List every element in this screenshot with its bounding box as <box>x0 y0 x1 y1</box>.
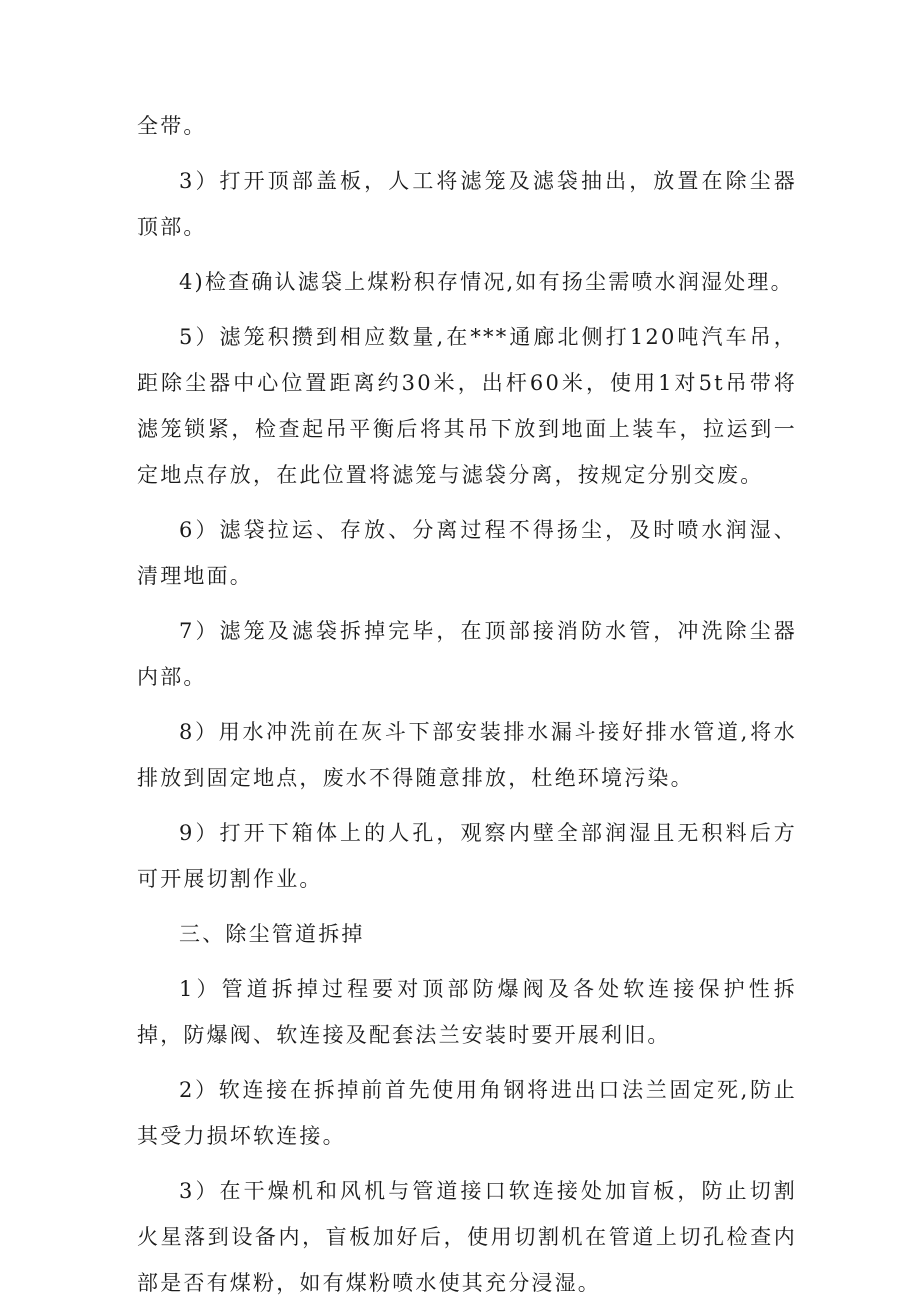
document-body <box>137 103 797 1315</box>
continuation-text: 全带。 <box>137 114 207 138</box>
paragraph-step-7: 7）滤笼及滤袋拆掉完毕，在顶部接消防水管，冲洗除尘器内部。 <box>137 619 797 689</box>
section-paragraph-1: 1）管道拆掉过程要对顶部防爆阀及各处软连接保护性拆掉，防爆阀、软连接及配套法兰安装时要开展利旧。 <box>137 977 797 1047</box>
paragraph-step-5: 5）滤笼积攒到相应数量,在***通廊北侧打120吨汽车吊，距除尘器中心位置距离约30米，出杆60米，使用1对5t吊带将滤笼锁紧，检查起吊平衡后将其吊下放到地面上装车，拉运到一定地点存放，在此位置将滤笼与滤袋分离，按规定分别交废。 <box>137 325 797 487</box>
paragraph-step-8: 8）用水冲洗前在灰斗下部安装排水漏斗接好排水管道,将水排放到固定地点，废水不得随意排放，杜绝环境污染。 <box>137 720 797 790</box>
section-heading: 三、除尘管道拆掉 <box>179 922 365 946</box>
paragraph-step-3: 3）打开顶部盖板，人工将滤笼及滤袋抽出，放置在除尘器顶部。 <box>137 169 797 239</box>
section-paragraph-2: 2）软连接在拆掉前首先使用角钢将进出口法兰固定死,防止其受力损坏软连接。 <box>137 1078 797 1148</box>
paragraph-step-6: 6）滤袋拉运、存放、分离过程不得扬尘，及时喷水润湿、清理地面。 <box>137 518 797 588</box>
paragraph-step-4: 4)检查确认滤袋上煤粉积存情况,如有扬尘需喷水润湿处理。 <box>179 270 794 294</box>
section-paragraph-3: 3）在干燥机和风机与管道接口软连接处加盲板，防止切割火星落到设备内，盲板加好后，使用切割机在管道上切孔检查内部是否有煤粉，如有煤粉喷水使其充分浸湿。 <box>137 1179 797 1295</box>
paragraph-step-9: 9）打开下箱体上的人孔，观察内壁全部润湿且无积料后方可开展切割作业。 <box>137 821 797 891</box>
